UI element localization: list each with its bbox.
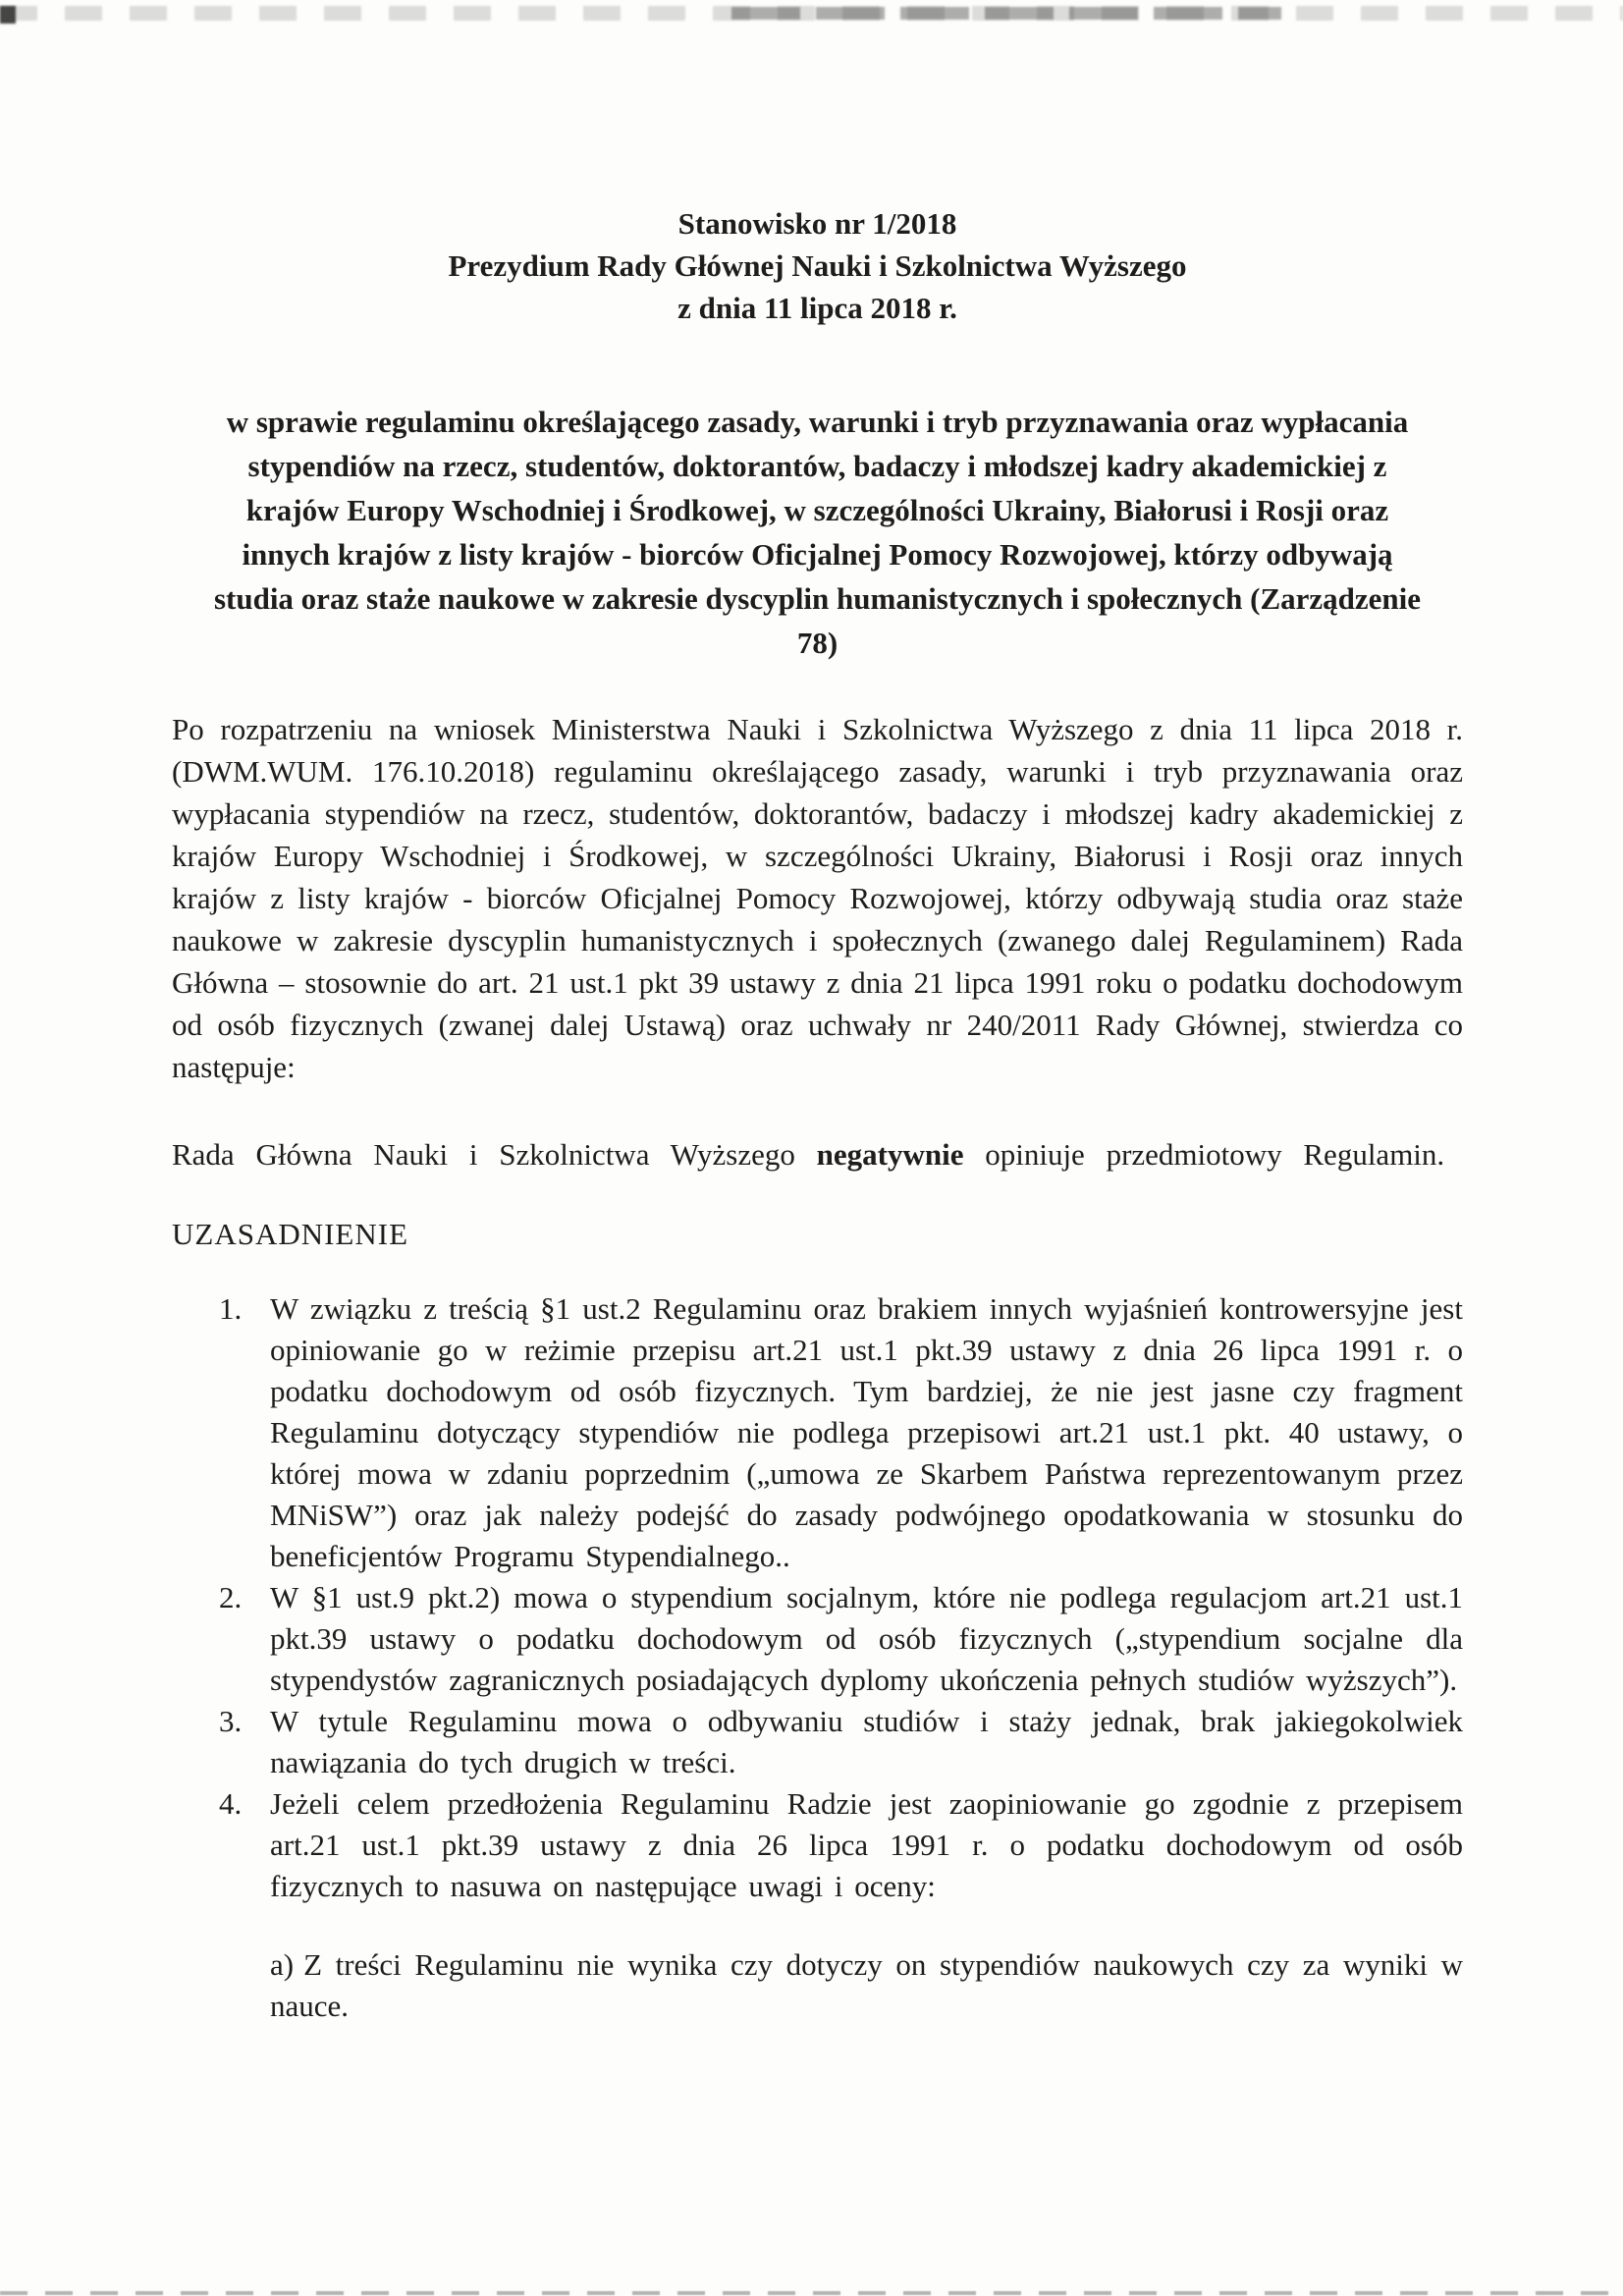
opinion-text-after: opiniuje przedmiotowy Regulamin. <box>963 1137 1445 1172</box>
list-item-1-number: 1. <box>219 1291 243 1326</box>
document-title-block <box>172 202 1463 329</box>
numbered-list <box>172 1288 1463 1907</box>
list-item-3 <box>172 1701 1463 1783</box>
list-item-1 <box>172 1288 1463 1577</box>
title-line-issuing-body: Prezydium Rady Głównej Nauki i Szkolnictwa Wyższego <box>448 248 1187 283</box>
opinion-bold-word: negatywnie <box>816 1137 964 1172</box>
list-item-3-text: W tytule Regulaminu mowa o odbywaniu studiów i staży jednak, brak jakiegokolwiek nawiązania do tych drugich w treści. <box>270 1704 1463 1779</box>
intro-paragraph: Po rozpatrzeniu na wniosek Ministerstwa Nauki i Szkolnictwa Wyższego z dnia 11 lipca 2018 r. (DWM.WUM. 176.10.2018) regulaminu określającego zasady, warunki i tryb przyznawania oraz wypłacania stypendiów na rzecz, studentów, doktorantów, badaczy i młodszej kadry akademickiej z krajów Europy Wschodniej i Środkowej, w szczególności Ukrainy, Białorusi i Rosji oraz innych krajów z listy krajów - biorców Oficjalnej Pomocy Rozwojowej, którzy odbywają studia oraz staże naukowe w zakresie dyscyplin humanistycznych i społecznych (zwanego dalej Regulaminem) Rada Główna – stosownie do art. 21 ust.1 pkt 39 ustawy z dnia 21 lipca 1991 roku o podatku dochodowym od osób fizycznych (zwanej dalej Ustawą) oraz uchwały nr 240/2011 Rady Głównej, stwierdza co następuje: <box>172 712 1463 1084</box>
section-heading-uzasadnienie: UZASADNIENIE <box>172 1217 409 1251</box>
list-item-2-text: W §1 ust.9 pkt.2) mowa o stypendium socjalnym, które nie podlega regulacjom art.21 ust.1 pkt.39 ustawy o podatku dochodowym od osób fizycznych („stypendium socjalne dla stypendystów zagranicznych posiadających dyplomy ukończenia pełnych studiów wyższych”). <box>270 1580 1463 1697</box>
list-item-3-number: 3. <box>219 1704 243 1738</box>
list-item-2 <box>172 1577 1463 1701</box>
scan-artifact-corner-mark <box>0 6 16 24</box>
opinion-paragraph <box>172 1133 1463 1175</box>
sub-item-a-text: Z treści Regulaminu nie wynika czy dotyczy on stypendiów naukowych czy za wyniki w nauce. <box>270 1947 1463 2023</box>
title-line-document-number: Stanowisko nr 1/2018 <box>677 206 957 241</box>
subject-paragraph: w sprawie regulaminu określającego zasady, warunki i tryb przyznawania oraz wypłacania stypendiów na rzecz, studentów, doktorantów, badaczy i młodszej kadry akademickiej z krajów Europy Wschodniej i Środkowej, w szczególności Ukrainy, Białorusi i Rosji oraz innych krajów z listy krajów - biorców Oficjalnej Pomocy Rozwojowej, którzy odbywają studia oraz staże naukowe w zakresie dyscyplin humanistycznych i społecznych (Zarządzenie 78) <box>213 405 1422 660</box>
list-item-4-text: Jeżeli celem przedłożenia Regulaminu Radzie jest zaopiniowanie go zgodnie z przepisem art.21 ust.1 pkt.39 ustawy z dnia 26 lipca 1991 r. o podatku dochodowym od osób fizycznych to nasuwa on następujące uwagi i oceny: <box>270 1786 1463 1903</box>
list-item-1-text: W związku z treścią §1 ust.2 Regulaminu oraz brakiem innych wyjaśnień kontrowersyjne jest opiniowanie go w reżimie przepisu art.21 ust.1 pkt.39 ustawy z dnia 26 lipca 1991 r. o podatku dochodowym od osób fizycznych. Tym bardziej, że nie jest jasne czy fragment Regulaminu dotyczący stypendiów nie podlega przepisowi art.21 ust.1 pkt. 40 ustawy, o której mowa w zdaniu poprzednim („umowa ze Skarbem Państwa reprezentowanym przez MNiSW”) oraz jak należy podejść do zasady podwójnego opodatkowania w stosunku do beneficjentów Programu Stypendialnego.. <box>270 1291 1463 1573</box>
list-item-4-number: 4. <box>219 1786 243 1821</box>
list-item-4 <box>172 1783 1463 1907</box>
title-line-date: z dnia 11 lipca 2018 r. <box>677 291 957 325</box>
scan-artifact-bottom-edge <box>0 2291 1623 2295</box>
opinion-text-before: Rada Główna Nauki i Szkolnictwa Wyższego <box>172 1137 817 1172</box>
sub-item-a <box>172 1944 1463 2027</box>
document-content <box>172 0 1463 2057</box>
list-item-2-number: 2. <box>219 1580 243 1614</box>
sub-item-a-label: a) <box>270 1947 295 1982</box>
